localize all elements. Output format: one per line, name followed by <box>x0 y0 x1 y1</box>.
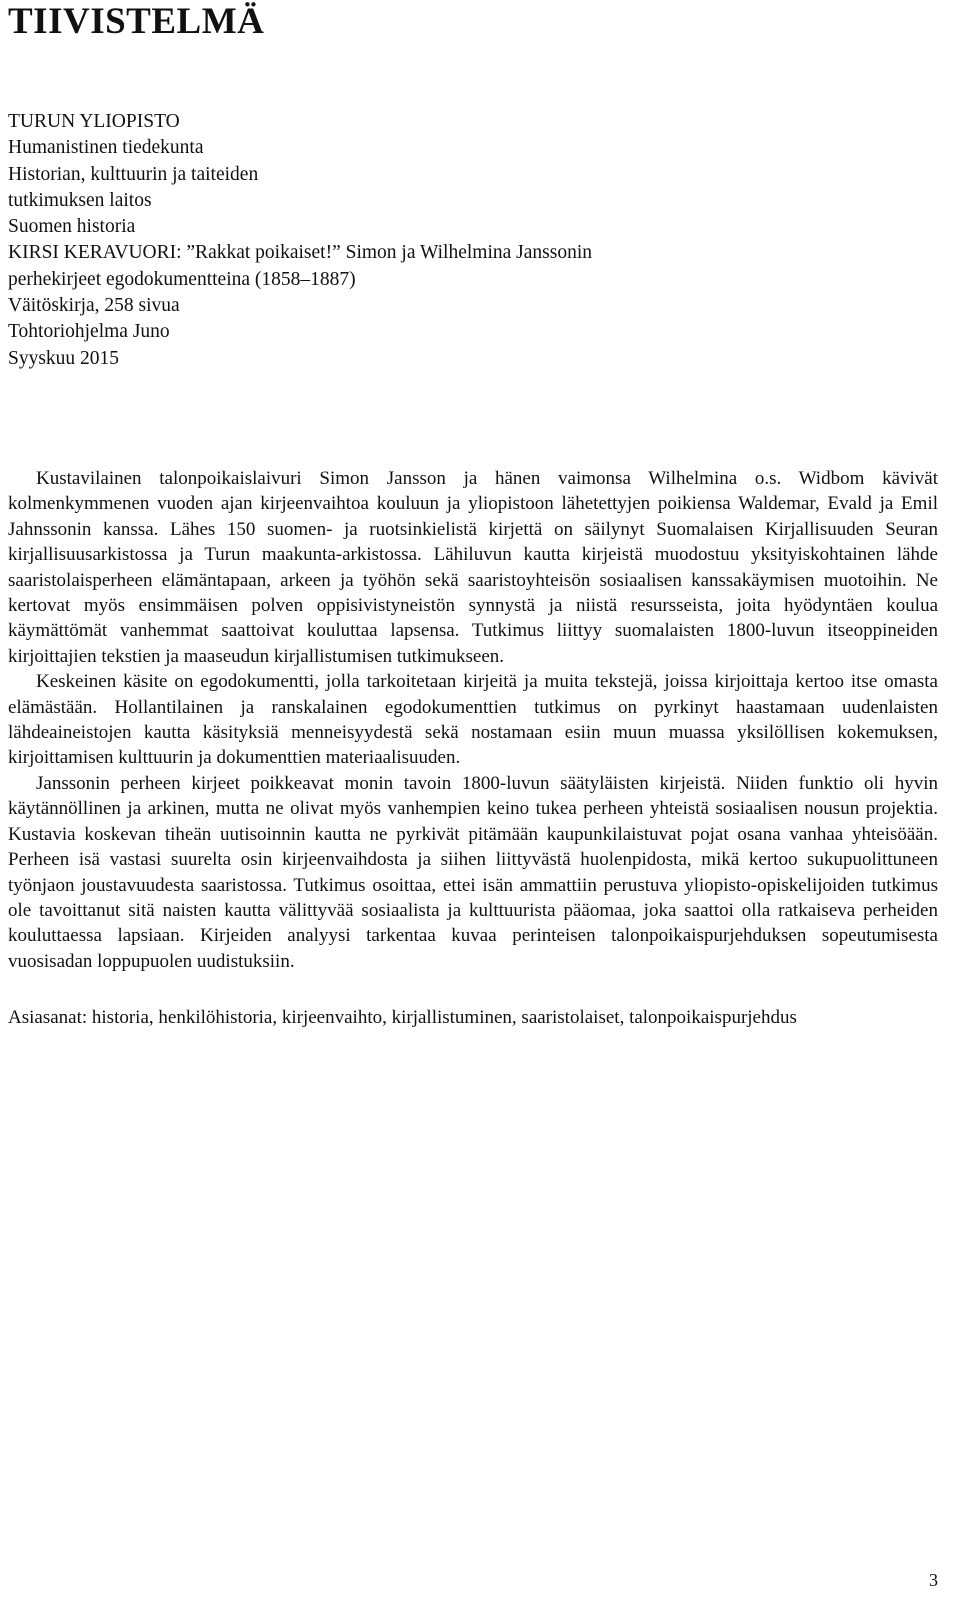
page-number: 3 <box>929 1570 938 1590</box>
abstract-paragraph-1: Kustavilainen talonpoikaislaivuri Simon Jansson ja hänen vaimonsa Wilhelmina o.s. Widbom kävivät kolmenkymmenen vuoden ajan kirjeenvaihtoa kouluun ja yliopistoon lähetettyjen poikiensa Waldemar, Evald ja Emil Jahnssonin kanssa. Lähes 150 suomen- ja ruotsinkielistä kirjettä on säilynyt Suomalaisen Kirjallisuuden Seuran kirjallisuusarkistossa ja Turun maakunta-arkistossa. Lähiluvun kautta kirjeistä muodostuu yksityiskohtainen lähde saaristolaisperheen elämäntapaan, arkeen ja työhön sekä saaristoyhteisön sosiaalisen kanssakäymisen muotoihin. Ne kertovat myös ensimmäisen polven oppisivistyneistön synnystä ja niistä resursseista, joita hyödyntäen koulua käymättömät vanhemmat saattoivat kouluttaa lapsensa. Tutkimus liittyy suomalaisten 1800-luvun itseoppineiden kirjoittajien tekstien ja maaseudun kirjallistumisen tutkimukseen. <box>8 468 938 667</box>
keywords: Asiasanat: historia, henkilöhistoria, kirjeenvaihto, kirjallistuminen, saaristolaiset, talonpoikaispurjehdus <box>8 1007 797 1028</box>
abstract-paragraph-3: Janssonin perheen kirjeet poikkeavat monin tavoin 1800-luvun säätyläisten kirjeistä. Niiden funktio oli hyvin käytännöllinen ja arkinen, mutta ne olivat myös vanhempien keino tukea perheen yhteistä sosiaalisen nousun projektia. Kustavia koskevan tiheän uutisoinnin kautta ne pyrkivät pitämään kaupunkilaistuvat pojat osana vanhaa yhteisöään. Perheen isä vastasi suurelta osin kirjeenvaihdosta ja siihen liittyvästä huolenpidosta, mikä kertoo sukupuolittuneen työnjaon joustavuudesta saaristossa. Tutkimus osoittaa, ettei isän ammattiin perustuva yliopisto-opiskelijoiden tutkimus ole tavoittanut sitä naisten kautta välittyvää sosiaalista ja kulttuurista pääomaa, joka saattoi olla ratkaiseva perheiden kouluttaessa lapsiaan. Kirjeiden analyysi tarkentaa kuvaa perinteisen talonpoikaispurjehduksen sopeutumisesta vuosisadan loppupuolen uudistuksiin. <box>8 772 938 972</box>
thesis-metadata <box>8 109 908 372</box>
author-title-line-1: KIRSI KERAVUORI: ”Rakkat poikaiset!” Simon ja Wilhelmina Janssonin <box>8 242 592 264</box>
abstract-body <box>8 466 938 974</box>
department-line-2: tutkimuksen laitos <box>8 189 152 211</box>
doctoral-programme-line: Tohtoriohjelma Juno <box>8 321 170 343</box>
subject-line: Suomen historia <box>8 216 136 238</box>
date-line: Syyskuu 2015 <box>8 347 120 369</box>
author-title-line-2: perhekirjeet egodokumentteina (1858–1887) <box>8 268 356 290</box>
department-line-1: Historian, kulttuurin ja taiteiden <box>8 163 259 185</box>
dissertation-pages-line: Väitöskirja, 258 sivua <box>8 295 180 317</box>
page-title: TIIVISTELMÄ <box>8 1 265 42</box>
university-line: TURUN YLIOPISTO <box>8 111 180 132</box>
abstract-paragraph-2: Keskeinen käsite on egodokumentti, jolla tarkoitetaan kirjeitä ja muita tekstejä, joissa kirjoittaja kertoo itse omasta elämästään. Hollantilainen ja ranskalainen egodokumenttien tutkimus on pyrkinyt haastamaan uudenlaisten lähdeaineistojen kautta käsityksiä menneisyydestä sekä nostamaan esiin muun muassa yksilöllisen kokemuksen, kirjoittamisen kulttuurin ja dokumenttien materiaalisuuden. <box>8 671 938 769</box>
faculty-line: Humanistinen tiedekunta <box>8 137 204 159</box>
